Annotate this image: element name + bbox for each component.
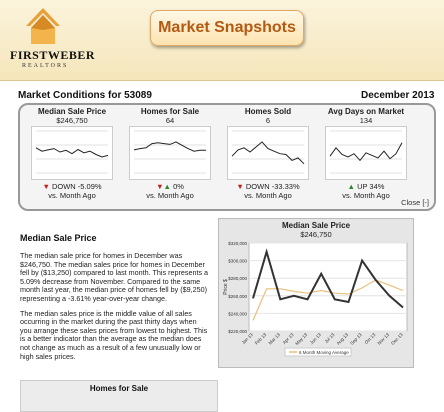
card-value: 6 <box>265 116 271 125</box>
median-sale-price-chart <box>218 218 414 368</box>
y-tick-label: $260,000 <box>228 293 247 299</box>
sparkline-avg-days-on-market <box>325 126 407 180</box>
x-tick-label: Sep 13 <box>349 332 363 346</box>
market-snapshots-title: Market Snapshots <box>150 10 304 46</box>
description-paragraph: The median sale price for homes in December was $246,750. The median sales price for homes in December fell by ($13,250) compared to last month. This represents a 5.09% decrease from November. Compared to the same month last year, the median price of homes fell by ($9,250) representing a -3.61% year-over-year change. <box>20 251 209 303</box>
sparkline-series <box>36 148 108 157</box>
chart-title: Median Sale Price <box>281 221 351 230</box>
median-sale-price-heading: Median Sale Price <box>20 233 97 243</box>
card-vs: vs. Month Ago <box>146 191 194 200</box>
chart-subtitle: $246,750 <box>300 230 332 239</box>
flat-arrows-icon: ▼▲ <box>156 182 171 191</box>
x-tick-label: Jan 13 <box>240 332 254 346</box>
sparkline-series <box>134 142 206 151</box>
card-change: DOWN -33.33% <box>245 182 300 191</box>
y-axis-label: Price $ <box>223 279 229 295</box>
y-tick-label: $280,000 <box>228 276 247 282</box>
header-banner <box>0 0 444 81</box>
median-sale-price-description <box>20 252 210 367</box>
description-paragraph: The median sales price is the middle value of all sales occurring in the market during the past thirty days when you arrange these sales prices from lowest to highest. This is a better indicator than the average as the median does not change as much as a result of a few unusually low or high sales prices. <box>20 308 208 361</box>
arrow-down-icon: ▼ <box>42 182 50 191</box>
homes-for-sale-section <box>20 380 218 412</box>
sparkline-median-sale-price <box>31 126 113 180</box>
card-title: Avg Days on Market <box>327 107 405 116</box>
market-conditions-title: Market Conditions for 53089 <box>18 90 152 101</box>
sparkline-homes-sold <box>227 126 309 180</box>
card-change: DOWN -5.09% <box>51 182 102 191</box>
firstweber-logo[interactable] <box>10 8 96 72</box>
brand-name: FIRSTWEBER <box>10 48 96 62</box>
card-avg-days-on-market[interactable] <box>320 107 412 203</box>
card-median-sale-price[interactable] <box>26 107 118 203</box>
legend-label: 6 Month Moving Average <box>299 350 349 355</box>
x-tick-label: Aug 13 <box>335 332 350 346</box>
y-tick-label: $300,000 <box>228 258 247 264</box>
card-change: 0% <box>173 182 184 191</box>
card-vs: vs. Month Ago <box>342 191 390 200</box>
house-logo-icon <box>26 8 60 46</box>
card-value: $246,750 <box>56 116 88 125</box>
x-tick-label: Nov 13 <box>376 332 391 346</box>
card-value: 134 <box>359 116 373 125</box>
snapshot-panel <box>18 103 436 211</box>
x-tick-label: Feb 13 <box>253 332 268 346</box>
x-tick-label: Oct 13 <box>363 332 377 346</box>
card-homes-for-sale[interactable] <box>124 107 216 203</box>
y-tick-label: $220,000 <box>228 329 247 334</box>
market-conditions-date: December 2013 <box>361 90 435 101</box>
card-homes-sold[interactable] <box>222 107 314 203</box>
sparkline-homes-for-sale <box>129 126 211 180</box>
card-title: Homes for Sale <box>140 107 200 116</box>
y-tick-label: $320,000 <box>228 241 247 246</box>
homes-for-sale-heading: Homes for Sale <box>89 384 149 393</box>
x-tick-label: Jul 13 <box>323 332 336 345</box>
card-vs: vs. Month Ago <box>48 191 96 200</box>
card-title: Median Sale Price <box>37 107 107 116</box>
x-tick-label: Apr 13 <box>281 332 295 346</box>
x-tick-label: May 13 <box>294 332 309 347</box>
x-tick-label: Dec 13 <box>390 332 404 346</box>
x-tick-label: Jun 13 <box>308 332 322 346</box>
card-title: Homes Sold <box>244 107 292 116</box>
y-tick-label: $240,000 <box>228 311 247 317</box>
arrow-up-icon: ▲ <box>347 182 355 191</box>
card-value: 64 <box>165 116 175 125</box>
card-vs: vs. Month Ago <box>244 191 292 200</box>
close-button[interactable]: Close [-] <box>401 198 429 207</box>
x-tick-label: Mar 13 <box>267 332 281 346</box>
arrow-down-icon: ▼ <box>236 182 244 191</box>
card-change: UP 34% <box>357 182 385 191</box>
brand-tagline: REALTORS <box>22 63 69 69</box>
chart-plot <box>219 239 413 361</box>
